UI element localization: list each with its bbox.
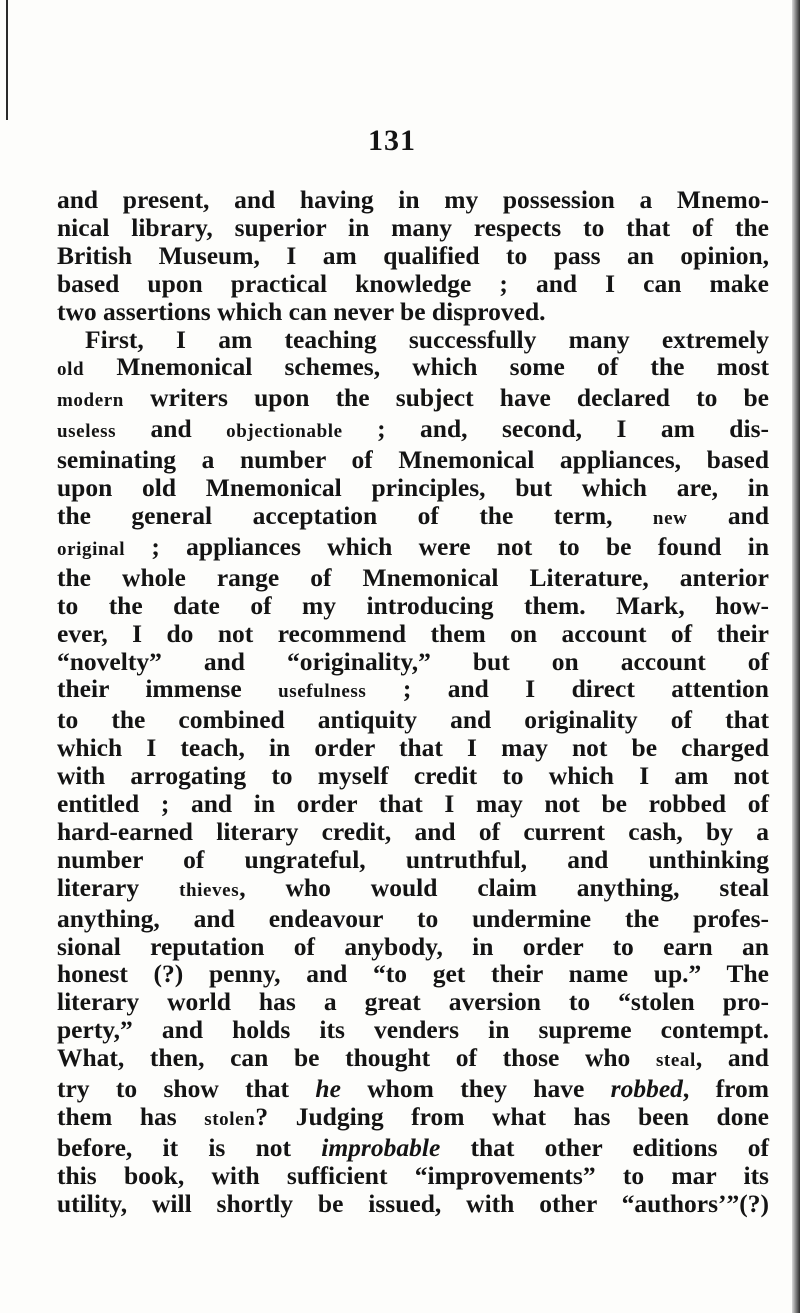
text-line: “novelty” and “originality,” but on account of	[57, 646, 769, 676]
text-line: with arrogating to myself credit to which I am not	[57, 761, 769, 791]
small-caps-word: steal	[655, 1050, 696, 1072]
small-caps-word: original	[57, 538, 126, 560]
italic-word: robbed	[610, 1074, 683, 1104]
text-line: to the date of my introducing them. Mark, how-	[57, 590, 769, 620]
text-line: useless and objectionable ; and, second, I am dis-	[57, 414, 769, 444]
text-line: sional reputation of anybody, in order to earn an	[57, 931, 769, 961]
text-line: honest (?) penny, and “to get their name up.” The	[57, 959, 769, 989]
small-caps-word: usefulness	[278, 681, 367, 703]
small-caps-word: new	[652, 507, 688, 529]
text-line: two assertions which can never be disproved.	[57, 296, 546, 326]
small-caps-word: objectionable	[226, 421, 343, 443]
text-line: number of ungrateful, untruthful, and unthinking	[57, 844, 769, 874]
small-caps-word: useless	[57, 421, 117, 443]
text-line: modern writers upon the subject have declared to be	[57, 383, 769, 413]
text-line: anything, and endeavour to undermine the profes-	[57, 903, 769, 933]
page-right-edge-shadow	[792, 0, 800, 1313]
text-line: literary world has a great aversion to “stolen pro-	[57, 987, 769, 1017]
text-line: literary thieves, who would claim anything, steal	[57, 872, 769, 902]
italic-word: he	[315, 1074, 341, 1104]
small-caps-word: thieves	[179, 879, 240, 901]
text-line: try to show that he whom they have robbed, from	[57, 1074, 769, 1104]
text-line: hard-earned literary credit, and of current cash, by a	[57, 816, 769, 846]
text-line: First, I am teaching successfully many extremely	[85, 324, 769, 354]
text-line: them has stolen? Judging from what has been done	[57, 1102, 769, 1131]
body-text	[57, 186, 769, 1218]
text-line: and present, and having in my possession a Mnemo-	[57, 185, 769, 214]
text-line: British Museum, I am qualified to pass an opinion,	[57, 240, 769, 270]
small-caps-word: old	[57, 359, 85, 381]
small-caps-word: stolen	[204, 1109, 256, 1130]
text-line: perty,” and holds its venders in supreme contempt.	[57, 1015, 769, 1045]
text-line: which I teach, in order that I may not be charged	[57, 733, 769, 763]
text-line: old Mnemonical schemes, which some of the most	[57, 352, 769, 382]
text-line: What, then, can be thought of those who steal, and	[57, 1043, 769, 1073]
text-line: before, it is not improbable that other editions of	[57, 1132, 769, 1162]
text-line: to the combined antiquity and originality of that	[57, 705, 769, 735]
text-line: the general acceptation of the term, new and	[57, 500, 769, 530]
text-line: entitled ; and in order that I may not be robbed of	[57, 789, 769, 819]
text-line: seminating a number of Mnemonical appliances, based	[57, 445, 769, 475]
italic-word: improbable	[321, 1132, 441, 1162]
text-line: the whole range of Mnemonical Literature, anterior	[57, 562, 769, 592]
page-left-rule	[6, 0, 8, 120]
text-line: based upon practical knowledge ; and I can make	[57, 268, 769, 298]
text-line: nical library, superior in many respects to that of the	[57, 212, 769, 242]
text-line: original ; appliances which were not to be found in	[57, 531, 769, 561]
text-line: this book, with sufficient “improvements” to mar its	[57, 1160, 769, 1190]
text-line: ever, I do not recommend them on account of their	[57, 618, 769, 648]
text-line: utility, will shortly be issued, with other “authors’”(?)	[57, 1188, 769, 1218]
small-caps-word: modern	[57, 390, 124, 412]
text-line: upon old Mnemonical principles, but which are, in	[57, 473, 769, 503]
text-line: their immense usefulness ; and I direct attention	[57, 674, 769, 704]
page-number: 131	[368, 124, 416, 157]
